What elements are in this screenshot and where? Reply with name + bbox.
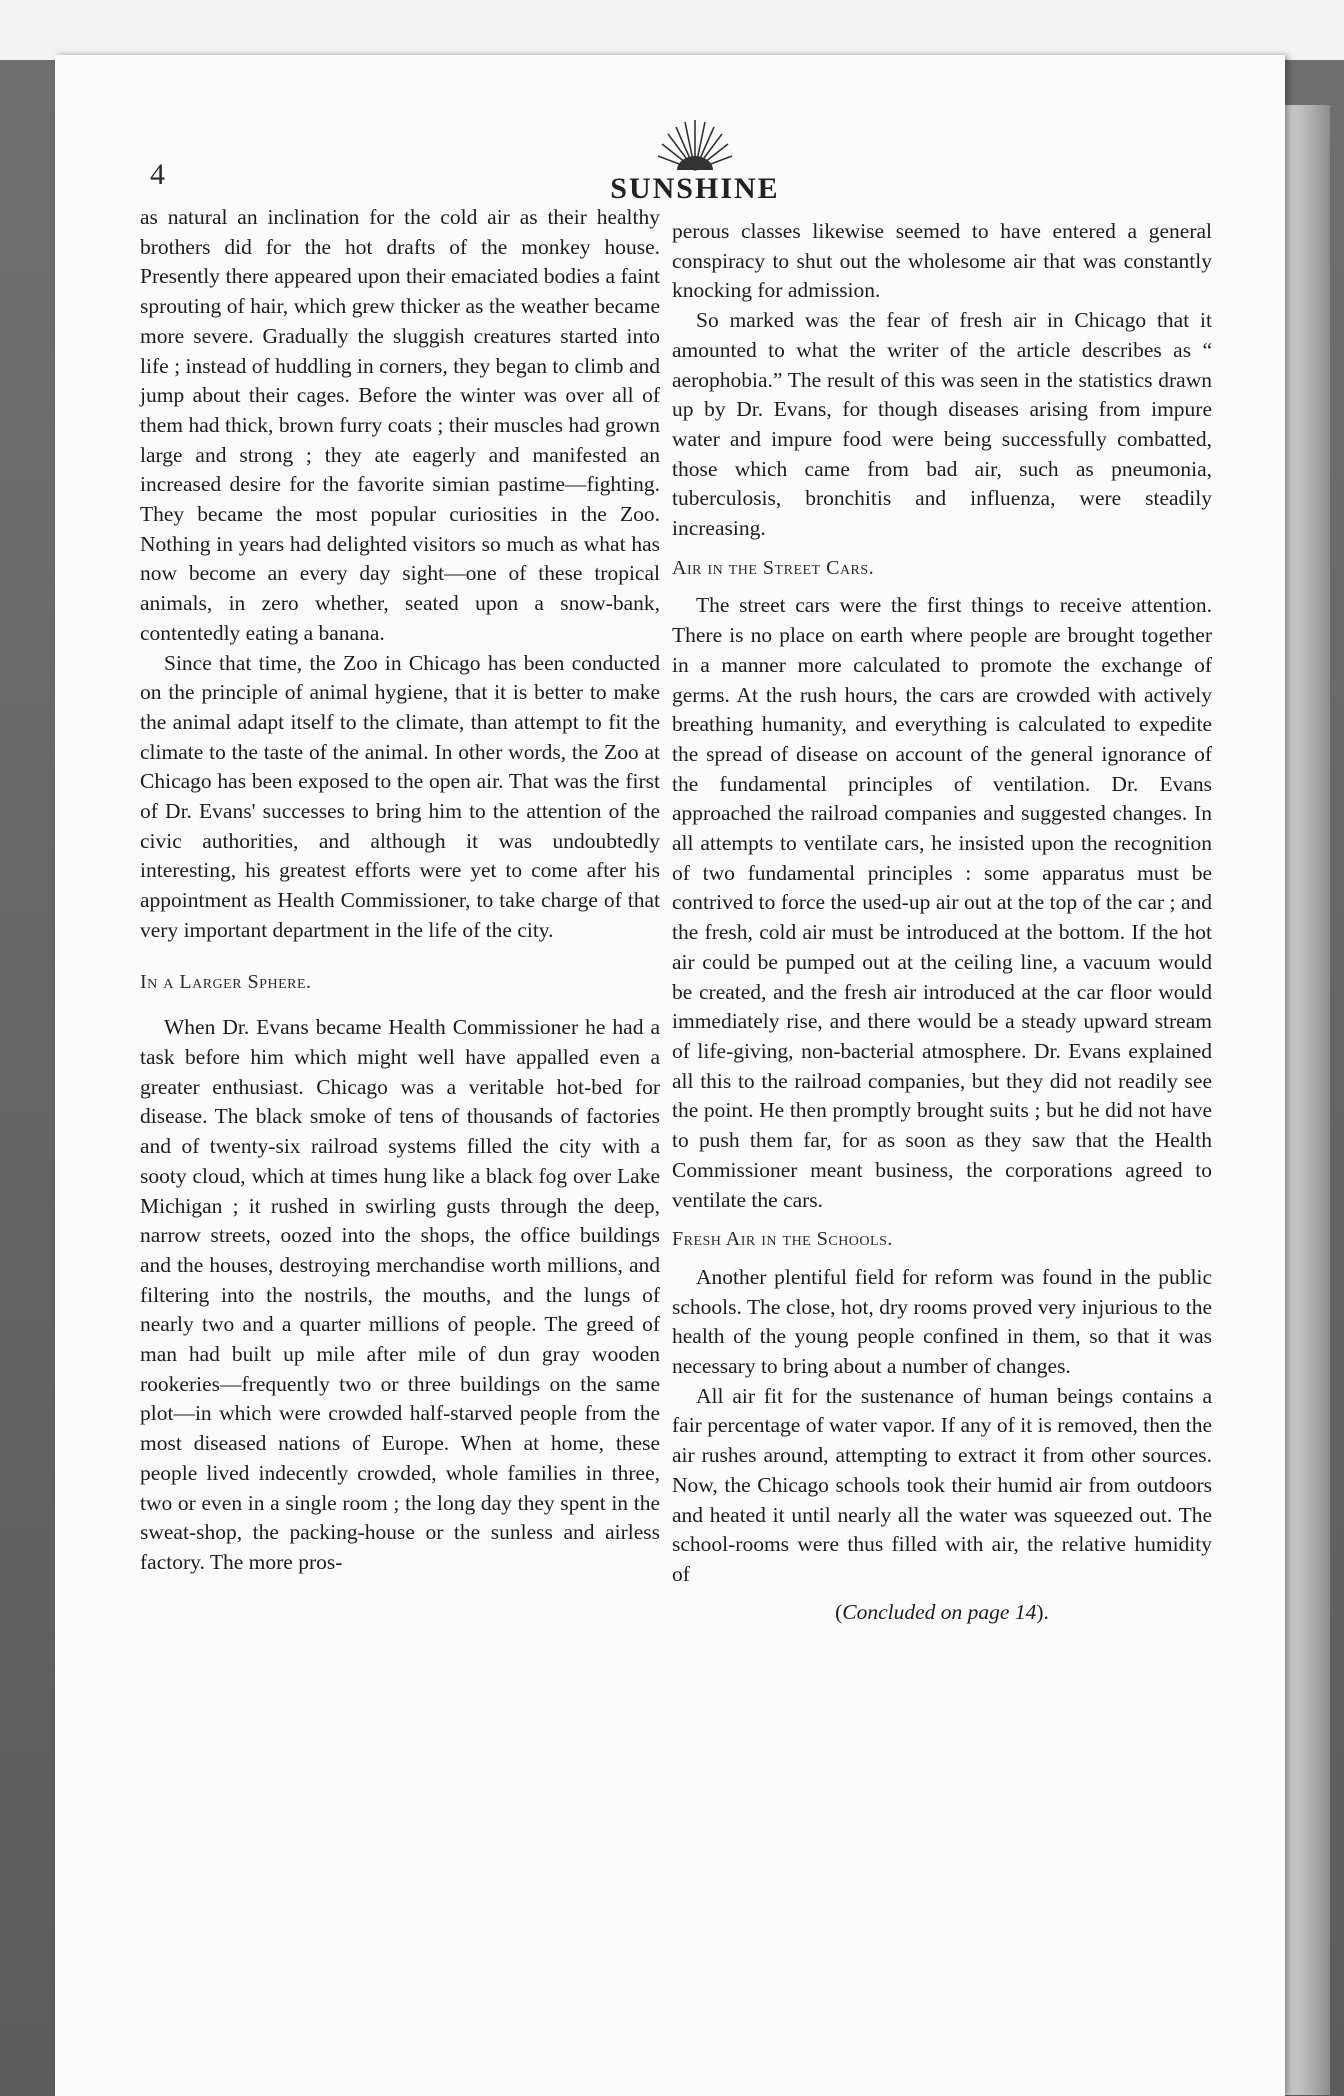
continuation-open: ( [835, 1599, 843, 1624]
masthead [600, 112, 790, 205]
sunburst-icon [655, 112, 735, 172]
continuation-text: Concluded on page 14 [842, 1599, 1037, 1624]
section-heading-street-cars: Air in the Street Cars. [672, 556, 875, 579]
masthead-title: SUNSHINE [610, 172, 780, 205]
right-paragraph-4: Another plentiful field for reform was found in the public schools. The close, hot, dry rooms proved very injurious to the health of the young people confined in them, so that it was necessary to bring about a number of changes. [672, 1264, 1212, 1379]
left-paragraph-1: as natural an inclination for the cold air as their healthy brothers did for the hot drafts of the monkey house. Presently there appeared upon their emaciated bodies a faint sprouting of hair, which grew thicker as the weather became more severe. Gradually the sluggish creatures started into life ; instead of huddling in corners, they began to climb and jump about their cages. Before the winter was over all of them had thick, brown furry coats ; their muscles had grown large and strong ; they ate eagerly and manifested an increased desire for the favorite simian pastime—fighting. They became the most popular curiosities in the Zoo. Nothing in years had delighted visitors so much as what has now become an every day sight—one of these tropical animals, in zero whether, seated upon a snow-bank, contentedly eating a banana. [140, 205, 660, 645]
right-paragraph-2: So marked was the fear of fresh air in Chicago that it amounted to what the writer of the article describes as “ aerophobia.” The result of this was seen in the statistics drawn up by Dr. Evans, for though diseases arising from impure water and impure food were being successfully combatted, those which came from bad air, such as pneumonia, tuberculosis, bronchitis and influenza, were steadily increasing. [672, 308, 1212, 541]
left-paragraph-3: When Dr. Evans became Health Commissioner he had a task before him which might well have appalled even a greater enthusiast. Chicago was a veritable hot-bed for disease. The black smoke of tens of thousands of factories and of twenty-six railroad systems filled the city with a sooty cloud, which at times hung like a black fog over Lake Michigan ; it rushed in swirling gusts through the deep, narrow streets, oozed into the shops, the office buildings and the houses, destroying merchandise worth millions, and filtering into the nostrils, the mouths, and the lungs of nearly two and a quarter millions of people. The greed of man had built up mile after mile of dun gray wooden rookeries—frequently two or three buildings on the same plot—in which were crowded half-starved people from the most diseased nations of Europe. When at home, these people lived indecently crowded, whole families in three, two or even in a single room ; the long day they spent in the sweat-shop, the packing-house or the sunless and airless factory. The more pros- [140, 1015, 660, 1574]
left-paragraph-2: Since that time, the Zoo in Chicago has been conducted on the principle of animal hygiene, that it is better to make the animal adapt itself to the climate, than attempt to fit the climate to the taste of the animal. In other words, the Zoo at Chicago has been exposed to the open air. That was the first of Dr. Evans' successes to bring him to the attention of the civic authorities, and although it was undoubtedly interesting, his greatest efforts were yet to come after his appointment as Health Commissioner, to take charge of that very important department in the life of the city. [140, 650, 660, 942]
continuation-note [672, 1598, 1212, 1628]
right-paragraph-1: perous classes likewise seemed to have entered a general conspiracy to shut out the wholesome air that was constantly knocking for admission. [672, 219, 1212, 303]
right-paragraph-3: The street cars were the first things to receive attention. There is no place on earth where people are brought together in a manner more calculated to promote the exchange of germs. At the rush hours, the cars are crowded with actively breathing humanity, and everything is calculated to expedite the spread of disease on account of the general ignorance of the fundamental principles of ventilation. Dr. Evans approached the railroad companies and suggested changes. In all attempts to ventilate cars, he insisted upon the recognition of two fundamental principles : some apparatus must be contrived to force the used-up air out at the top of the car ; and the fresh, cold air must be introduced at the bottom. If the hot air could be pumped out at the ceiling line, a vacuum would be created, and the fresh air introduced at the car floor would immediately rise, and there would be a steady upward stream of life-giving, non-bacterial atmosphere. Dr. Evans explained all this to the railroad companies, but they did not readily see the point. He then promptly brought suits ; but he did not have to push them far, for as soon as they saw that the Health Commissioner meant business, the corporations agreed to ventilate the cars. [672, 593, 1212, 1212]
page-number: 4 [150, 158, 165, 191]
continuation-close: ). [1036, 1599, 1049, 1624]
right-column [672, 217, 1212, 1627]
scan-top-margin [0, 0, 1344, 60]
section-heading-schools: Fresh Air in the Schools. [672, 1228, 893, 1251]
left-column [140, 203, 660, 1578]
section-heading-larger-sphere: In a Larger Sphere. [140, 970, 312, 993]
right-paragraph-5: All air fit for the sustenance of human beings contains a fair percentage of water vapor. If any of it is removed, then the air rushes around, attempting to extract it from other sources. Now, the Chicago schools took their humid air from outdoors and heated it until nearly all the water was squeezed out. The school-rooms were thus filled with air, the relative humidity of [672, 1383, 1212, 1586]
